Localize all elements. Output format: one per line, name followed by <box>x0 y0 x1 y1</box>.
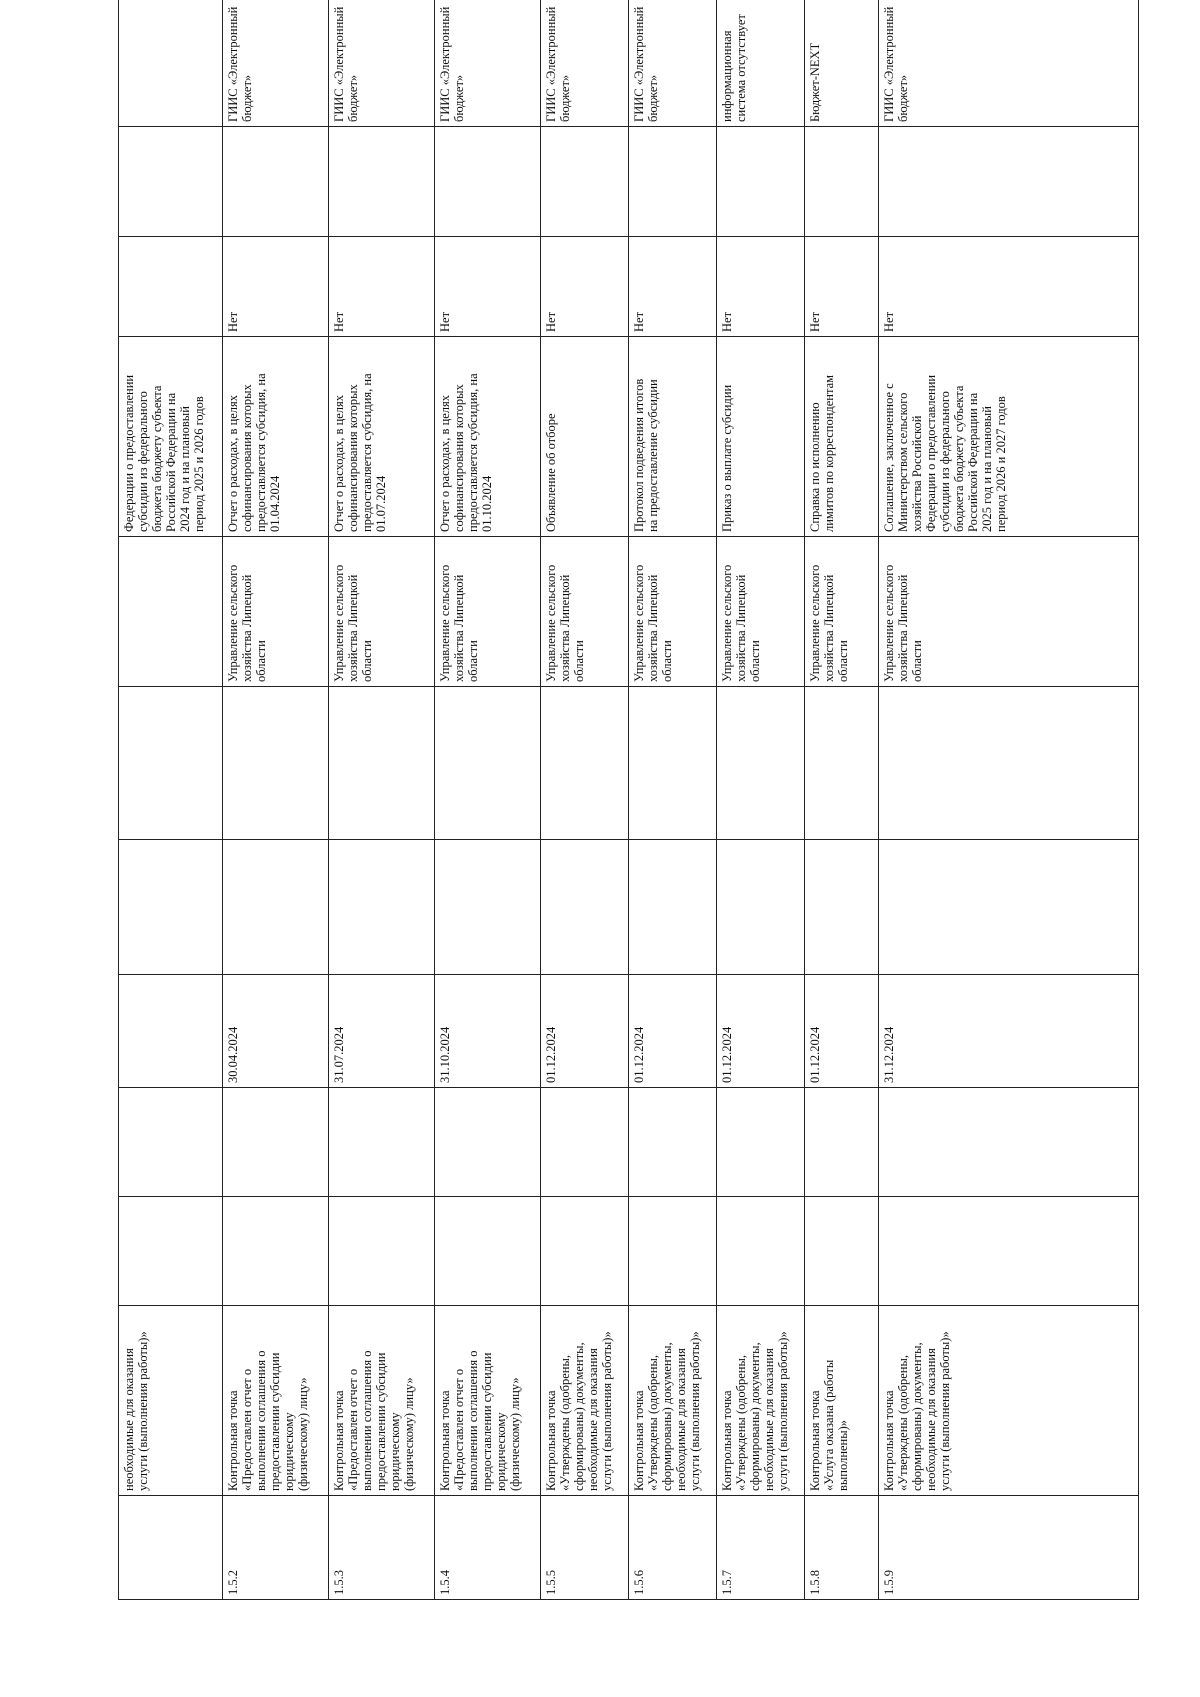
control-point-name-cell <box>119 1306 223 1496</box>
flag-cell <box>541 237 629 337</box>
col-11-cell <box>223 127 329 237</box>
due-date-text: 31.07.2024 <box>332 1026 346 1083</box>
flag-text: Нет <box>720 311 734 332</box>
table-row <box>805 0 879 1600</box>
responsible-body-cell <box>329 537 435 687</box>
document-name-cell <box>119 337 223 537</box>
due-date-cell <box>119 975 223 1088</box>
row-number-text: 1.5.2 <box>226 1570 240 1595</box>
flag-cell <box>629 237 717 337</box>
information-system-text: ГИИС «Электронный бюджет» <box>438 6 466 122</box>
control-point-name-text: Контрольная точка «Предоставлен отчет о выполнении соглашения о предоставлении субсидии юридическому (физическому) лицу» <box>332 1350 416 1491</box>
flag-cell <box>879 237 1139 337</box>
responsible-body-cell <box>435 537 541 687</box>
row-number-cell <box>805 1496 879 1600</box>
row-number-text: 1.5.5 <box>544 1570 558 1595</box>
table-row <box>541 0 629 1600</box>
document-name-text: Справка по исполнению лимитов по корреспондентам <box>808 374 836 532</box>
col-6-cell <box>435 840 541 975</box>
information-system-cell <box>223 0 329 127</box>
col-4-cell <box>717 1088 805 1197</box>
row-number-text: 1.5.9 <box>882 1570 896 1595</box>
information-system-cell <box>435 0 541 127</box>
col-7-cell <box>119 687 223 840</box>
col-3-cell <box>805 1197 879 1306</box>
document-name-text: Отчет о расходах, в целях софинансирования которых предоставляется субсидия, на 01.07.2024 <box>332 373 388 532</box>
information-system-cell <box>879 0 1139 127</box>
control-point-name-cell <box>541 1306 629 1496</box>
flag-text: Нет <box>882 311 896 332</box>
flag-text: Нет <box>632 311 646 332</box>
row-number-cell <box>717 1496 805 1600</box>
responsible-body-text: Управление сельского хозяйства Липецкой области <box>226 564 268 682</box>
col-6-cell <box>329 840 435 975</box>
document-name-cell <box>717 337 805 537</box>
information-system-text: ГИИС «Электронный бюджет» <box>226 6 254 122</box>
col-11-cell <box>541 127 629 237</box>
information-system-text: Бюджет-NEXT <box>808 42 822 122</box>
responsible-body-cell <box>119 537 223 687</box>
col-4-cell <box>541 1088 629 1197</box>
row-number-cell <box>435 1496 541 1600</box>
control-point-name-text: Контрольная точка «Предоставлен отчет о выполнении соглашения о предоставлении субсидии юридическому (физическому) лицу» <box>226 1350 310 1491</box>
col-6-cell <box>119 840 223 975</box>
col-3-cell <box>329 1197 435 1306</box>
information-system-text: ГИИС «Электронный бюджет» <box>332 6 360 122</box>
control-point-name-cell <box>629 1306 717 1496</box>
row-number-text: 1.5.6 <box>632 1570 646 1595</box>
flag-text: Нет <box>226 311 240 332</box>
document-name-text: Протокол подведения итогов на предоставление субсидии <box>632 378 660 532</box>
col-3-cell <box>541 1197 629 1306</box>
col-3-cell <box>435 1197 541 1306</box>
control-points-table <box>118 0 1139 1600</box>
table-row <box>329 0 435 1600</box>
due-date-text: 01.12.2024 <box>632 1026 646 1083</box>
flag-cell <box>717 237 805 337</box>
information-system-text: ГИИС «Электронный бюджет» <box>544 6 572 122</box>
flag-cell <box>435 237 541 337</box>
document-name-text: Объявление об отборе <box>544 413 558 532</box>
row-number-cell <box>629 1496 717 1600</box>
document-name-cell <box>805 337 879 537</box>
responsible-body-cell <box>223 537 329 687</box>
information-system-cell <box>119 0 223 127</box>
flag-text: Нет <box>544 311 558 332</box>
flag-text: Нет <box>808 311 822 332</box>
responsible-body-text: Управление сельского хозяйства Липецкой области <box>720 564 762 682</box>
col-7-cell <box>805 687 879 840</box>
responsible-body-text: Управление сельского хозяйства Липецкой области <box>882 564 924 682</box>
due-date-text: 01.12.2024 <box>544 1026 558 1083</box>
col-7-cell <box>541 687 629 840</box>
col-7-cell <box>435 687 541 840</box>
due-date-cell <box>329 975 435 1088</box>
col-6-cell <box>717 840 805 975</box>
document-name-cell <box>223 337 329 537</box>
document-name-cell <box>541 337 629 537</box>
col-4-cell <box>119 1088 223 1197</box>
control-point-name-text: Контрольная точка «Утверждены (одобрены, сформированы) документы, необходимые для оказания услуги (выполнения работы)» <box>720 1331 790 1491</box>
col-4-cell <box>329 1088 435 1197</box>
document-name-text: Соглашение, заключенное с Министерством сельского хозяйства Российской Федерации о предоставлении субсидии из федерального бюджета бюджету субъекта Российской Федерации на 2025 год и на плановый период 2026 и 2027 годов <box>882 374 1008 532</box>
col-4-cell <box>805 1088 879 1197</box>
information-system-cell <box>805 0 879 127</box>
col-7-cell <box>629 687 717 840</box>
col-3-cell <box>629 1197 717 1306</box>
control-point-name-cell <box>329 1306 435 1496</box>
due-date-text: 01.12.2024 <box>808 1026 822 1083</box>
document-name-cell <box>879 337 1139 537</box>
col-3-cell <box>717 1197 805 1306</box>
control-point-name-text: Контрольная точка «Утверждены (одобрены, сформированы) документы, необходимые для оказания услуги (выполнения работы)» <box>882 1331 952 1491</box>
col-11-cell <box>629 127 717 237</box>
row-number-text: 1.5.3 <box>332 1570 346 1595</box>
information-system-cell <box>629 0 717 127</box>
document-name-cell <box>435 337 541 537</box>
due-date-cell <box>435 975 541 1088</box>
flag-cell <box>223 237 329 337</box>
control-point-name-cell <box>717 1306 805 1496</box>
control-point-name-cell <box>223 1306 329 1496</box>
document-name-cell <box>629 337 717 537</box>
due-date-text: 31.12.2024 <box>882 1026 896 1083</box>
col-11-cell <box>805 127 879 237</box>
information-system-text: ГИИС «Электронный бюджет» <box>632 6 660 122</box>
control-point-name-text: Контрольная точка «Предоставлен отчет о выполнении соглашения о предоставлении субсидии юридическому (физическому) лицу» <box>438 1350 522 1491</box>
rotated-table-wrapper <box>118 6 1138 1600</box>
col-7-cell <box>879 687 1139 840</box>
col-6-cell <box>541 840 629 975</box>
due-date-text: 01.12.2024 <box>720 1026 734 1083</box>
responsible-body-text: Управление сельского хозяйства Липецкой области <box>332 564 374 682</box>
information-system-text: ГИИС «Электронный бюджет» <box>882 6 910 122</box>
col-4-cell <box>629 1088 717 1197</box>
col-11-cell <box>717 127 805 237</box>
document-name-text: Приказ о выплате субсидии <box>720 384 734 532</box>
col-6-cell <box>223 840 329 975</box>
document-name-text: Федерации о предоставлении субсидии из федерального бюджета бюджету субъекта Российской Федерации на 2024 год и на плановый период 2025 и 2026 годов <box>122 374 206 532</box>
due-date-cell <box>805 975 879 1088</box>
table-row <box>629 0 717 1600</box>
responsible-body-cell <box>805 537 879 687</box>
responsible-body-cell <box>879 537 1139 687</box>
col-6-cell <box>879 840 1139 975</box>
control-point-name-cell <box>879 1306 1139 1496</box>
information-system-cell <box>541 0 629 127</box>
control-point-name-text: Контрольная точка «Утверждены (одобрены, сформированы) документы, необходимые для оказания услуги (выполнения работы)» <box>544 1331 614 1491</box>
flag-cell <box>805 237 879 337</box>
col-11-cell <box>879 127 1139 237</box>
row-number-cell <box>329 1496 435 1600</box>
document-name-text: Отчет о расходах, в целях софинансирования которых предоставляется субсидия, на 01.10.2024 <box>438 373 494 532</box>
row-number-cell <box>119 1496 223 1600</box>
document-name-text: Отчет о расходах, в целях софинансирования которых предоставляется субсидия, на 01.04.2024 <box>226 373 282 532</box>
information-system-cell <box>717 0 805 127</box>
responsible-body-cell <box>629 537 717 687</box>
responsible-body-text: Управление сельского хозяйства Липецкой области <box>544 564 586 682</box>
row-number-text: 1.5.4 <box>438 1570 452 1595</box>
row-number-cell <box>879 1496 1139 1600</box>
table-row <box>223 0 329 1600</box>
control-point-name-text: Контрольная точка «Утверждены (одобрены, сформированы) документы, необходимые для оказания услуги (выполнения работы)» <box>632 1331 702 1491</box>
col-7-cell <box>717 687 805 840</box>
col-3-cell <box>879 1197 1139 1306</box>
control-point-name-cell <box>805 1306 879 1496</box>
responsible-body-text: Управление сельского хозяйства Липецкой области <box>632 564 674 682</box>
due-date-text: 30.04.2024 <box>226 1026 240 1083</box>
control-point-name-text: Контрольная точка «Услуга оказана (работы выполнены)» <box>808 1359 850 1491</box>
col-11-cell <box>119 127 223 237</box>
col-3-cell <box>223 1197 329 1306</box>
information-system-cell <box>329 0 435 127</box>
table-row <box>119 0 223 1600</box>
due-date-cell <box>541 975 629 1088</box>
table-row <box>879 0 1139 1600</box>
responsible-body-cell <box>717 537 805 687</box>
col-7-cell <box>223 687 329 840</box>
col-6-cell <box>805 840 879 975</box>
flag-cell <box>329 237 435 337</box>
flag-cell <box>119 237 223 337</box>
due-date-cell <box>223 975 329 1088</box>
col-7-cell <box>329 687 435 840</box>
flag-text: Нет <box>438 311 452 332</box>
flag-text: Нет <box>332 311 346 332</box>
control-point-name-cell <box>435 1306 541 1496</box>
row-number-text: 1.5.7 <box>720 1570 734 1595</box>
col-4-cell <box>223 1088 329 1197</box>
responsible-body-text: Управление сельского хозяйства Липецкой области <box>438 564 480 682</box>
col-3-cell <box>119 1197 223 1306</box>
responsible-body-text: Управление сельского хозяйства Липецкой области <box>808 564 850 682</box>
col-11-cell <box>329 127 435 237</box>
col-11-cell <box>435 127 541 237</box>
col-4-cell <box>435 1088 541 1197</box>
information-system-text: информационная система отсутствует <box>720 14 748 122</box>
due-date-cell <box>629 975 717 1088</box>
row-number-cell <box>223 1496 329 1600</box>
responsible-body-cell <box>541 537 629 687</box>
col-6-cell <box>629 840 717 975</box>
document-name-cell <box>329 337 435 537</box>
due-date-cell <box>717 975 805 1088</box>
control-point-name-text: необходимые для оказания услуги (выполнения работы)» <box>122 1331 150 1491</box>
row-number-text: 1.5.8 <box>808 1570 822 1595</box>
due-date-cell <box>879 975 1139 1088</box>
col-4-cell <box>879 1088 1139 1197</box>
row-number-cell <box>541 1496 629 1600</box>
table-row <box>717 0 805 1600</box>
table-row <box>435 0 541 1600</box>
due-date-text: 31.10.2024 <box>438 1026 452 1083</box>
